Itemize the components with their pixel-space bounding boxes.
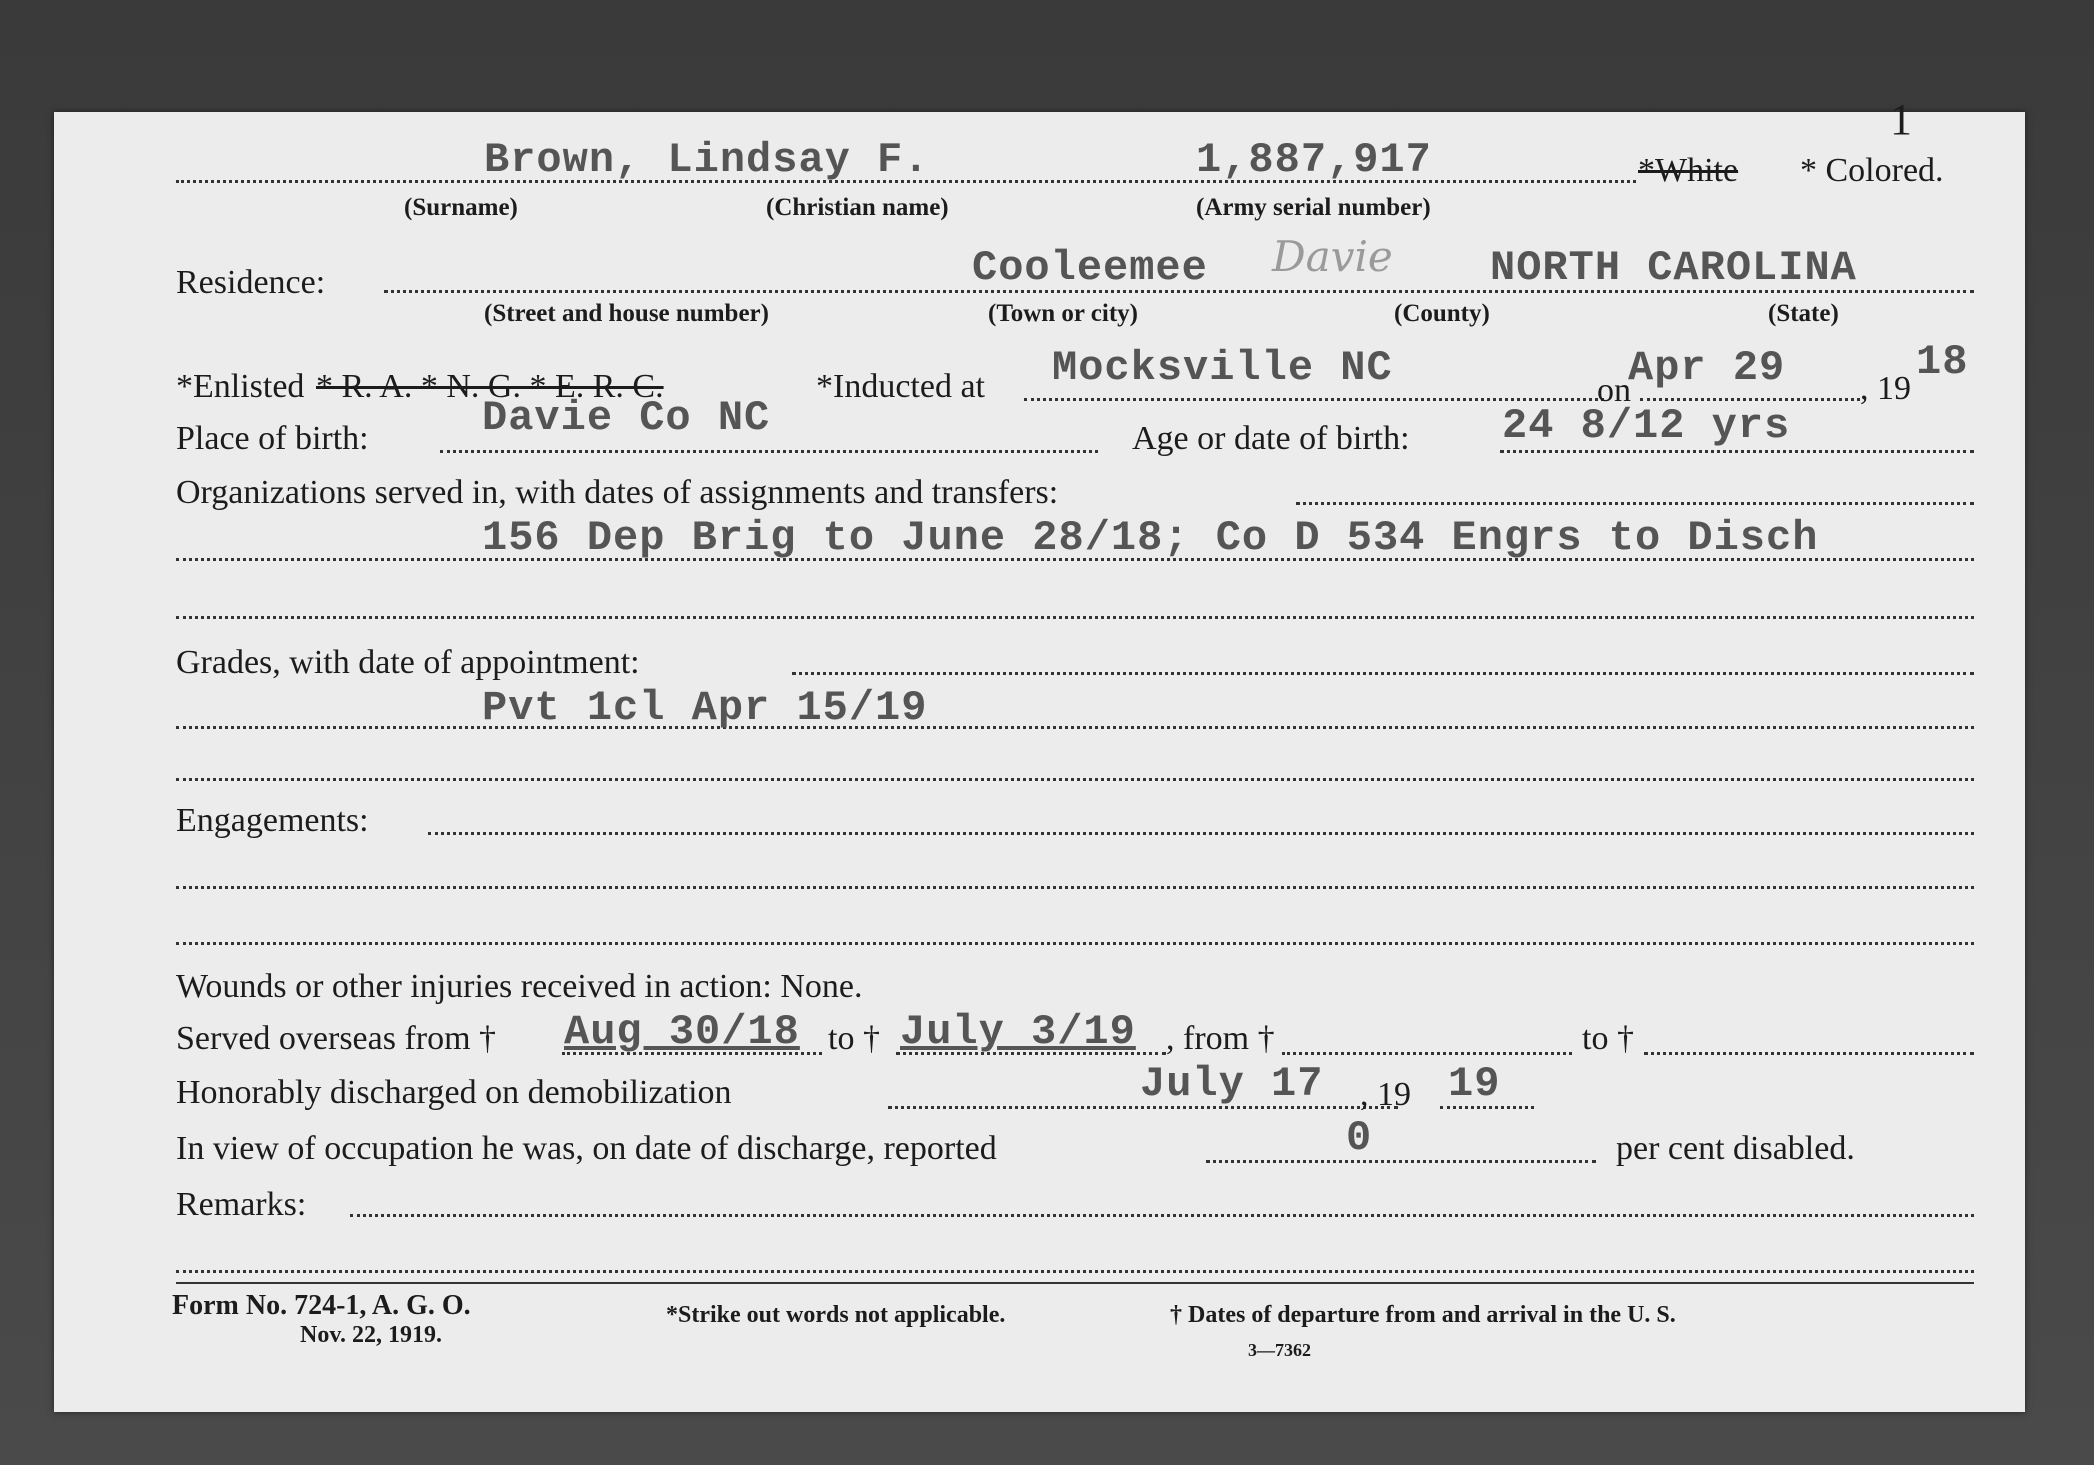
engagements-line-1: [428, 832, 1974, 835]
discharge-year-line: [1440, 1106, 1534, 1109]
disability-label: In view of occupation he was, on date of discharge, reported: [176, 1130, 997, 1167]
race-colored: * Colored.: [1800, 152, 1944, 189]
overseas-from2-line: [1282, 1052, 1572, 1055]
age-line: [1500, 450, 1974, 453]
engagements-label: Engagements:: [176, 802, 369, 839]
overseas-to: July 3/19: [900, 1008, 1136, 1056]
residence-town: Cooleemee: [972, 244, 1208, 292]
overseas-label: Served overseas from †: [176, 1020, 497, 1057]
footer-rule: [176, 1282, 1974, 1284]
place-of-birth-label: Place of birth:: [176, 420, 369, 457]
caption-town: (Town or city): [988, 300, 1138, 327]
caption-state: (State): [1768, 300, 1839, 327]
remarks-label: Remarks:: [176, 1186, 307, 1223]
induction-date: Apr 29: [1628, 344, 1786, 392]
enlisted-options-struck: * R. A. * N. G. * E. R. C.: [316, 368, 664, 405]
caption-surname: (Surname): [404, 194, 518, 221]
disability-line: [1206, 1160, 1596, 1163]
remarks-line-1: [350, 1214, 1974, 1217]
overseas-from: Aug 30/18: [564, 1008, 800, 1056]
discharge-label: Honorably discharged on demobilization: [176, 1074, 732, 1111]
organizations-line-3: [176, 616, 1974, 619]
inducted-place-line: [1024, 398, 1604, 401]
form-date: Nov. 22, 1919.: [300, 1322, 443, 1348]
caption-county: (County): [1394, 300, 1490, 327]
overseas-to2-line: [1644, 1052, 1974, 1055]
strike-note: *Strike out words not applicable.: [666, 1302, 1006, 1328]
card-number: 1: [1890, 95, 1912, 144]
overseas-to-label: to †: [828, 1020, 880, 1057]
grades-line-3: [176, 778, 1974, 781]
service-record-card: [54, 95, 2025, 1412]
caption-christian-name: (Christian name): [766, 194, 949, 221]
surname-christian-name: Brown, Lindsay F.: [484, 136, 930, 184]
grades-label: Grades, with date of appointment:: [176, 644, 640, 681]
inducted-label: *Inducted at: [816, 368, 985, 405]
on-label: on: [1597, 372, 1631, 409]
induction-date-line: [1640, 398, 1860, 401]
organizations-line-1: [1296, 502, 1974, 505]
print-code: 3—7362: [1248, 1340, 1311, 1360]
place-of-birth: Davie Co NC: [482, 394, 771, 442]
induction-year: 18: [1916, 338, 1969, 386]
engagements-line-2: [176, 886, 1974, 889]
birth-place-line: [440, 450, 1098, 453]
grades-value: Pvt 1cl Apr 15/19: [482, 684, 928, 732]
caption-street: (Street and house number): [484, 300, 769, 327]
army-serial-number: 1,887,917: [1196, 136, 1432, 184]
age-label: Age or date of birth:: [1132, 420, 1410, 457]
disability-suffix: per cent disabled.: [1616, 1130, 1855, 1167]
discharge-year-prefix: , 19: [1360, 1076, 1411, 1113]
residence-state: NORTH CAROLINA: [1490, 244, 1857, 292]
induction-year-prefix: , 19: [1860, 370, 1911, 407]
form-number: Form No. 724-1, A. G. O.: [172, 1290, 471, 1321]
caption-serial: (Army serial number): [1196, 194, 1431, 221]
organizations-label: Organizations served in, with dates of assignments and transfers:: [176, 474, 1059, 511]
grades-line-1: [792, 672, 1974, 675]
discharge-year: 19: [1448, 1060, 1501, 1108]
wounds-label: Wounds or other injuries received in action: None.: [176, 968, 863, 1005]
dates-note: † Dates of departure from and arrival in the U. S.: [1170, 1302, 1676, 1328]
residence-county: Davie: [1272, 232, 1393, 281]
race-white: *White: [1638, 152, 1739, 189]
inducted-place: Mocksville NC: [1052, 344, 1393, 392]
residence-label: Residence:: [176, 264, 326, 301]
organizations-value: 156 Dep Brig to June 28/18; Co D 534 Engrs to Disch: [482, 514, 1819, 562]
enlisted-label: *Enlisted: [176, 368, 305, 405]
age-value: 24 8/12 yrs: [1502, 402, 1791, 450]
discharge-date: July 17: [1140, 1060, 1324, 1108]
overseas-from2-label: , from †: [1166, 1020, 1275, 1057]
engagements-line-3: [176, 942, 1974, 945]
grades-line-2: [176, 726, 1974, 729]
disability-value: 0: [1346, 1114, 1373, 1162]
remarks-line-2: [176, 1270, 1974, 1273]
overseas-to2-label: to †: [1582, 1020, 1634, 1057]
